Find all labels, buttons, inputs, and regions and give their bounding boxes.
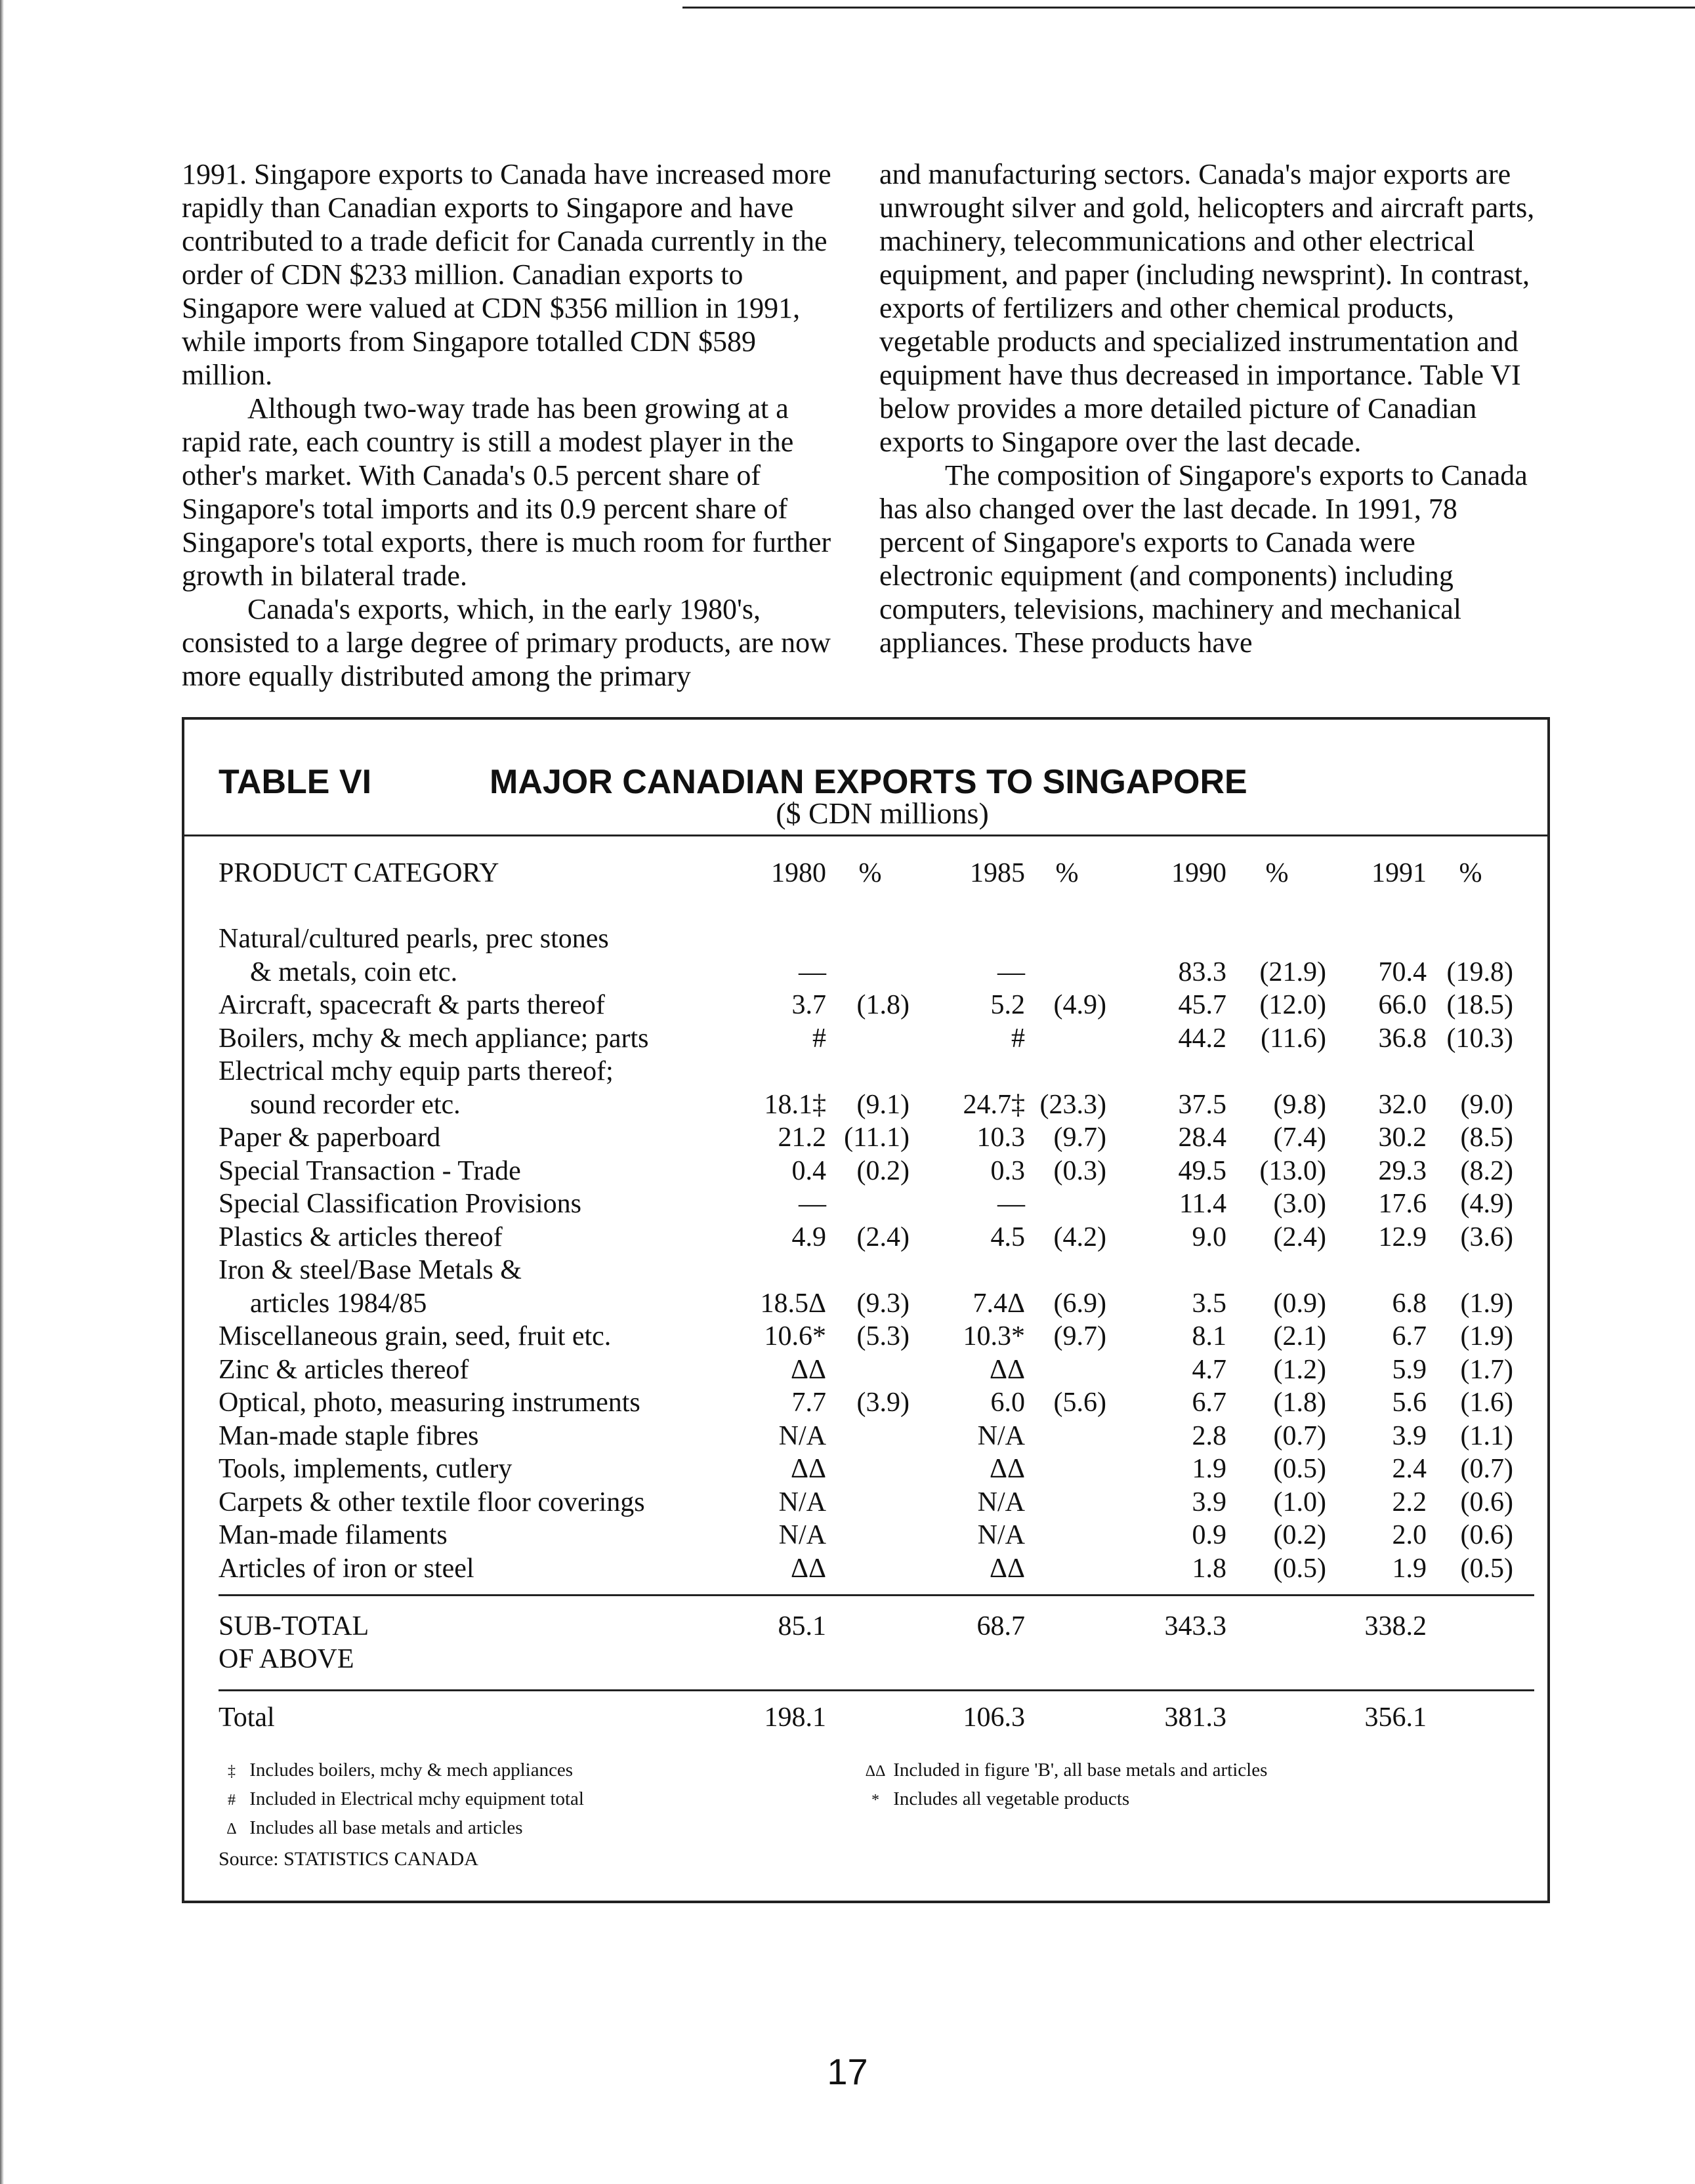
cell-v1990: 44.2 xyxy=(1178,1023,1226,1054)
cell-p1980: (2.4) xyxy=(856,1222,910,1252)
header-pct: % xyxy=(1459,858,1482,888)
cell-v1990: 11.4 xyxy=(1179,1189,1226,1219)
row-category: Natural/cultured pearls, prec stones xyxy=(219,924,609,954)
footnote-mark: ‡ xyxy=(228,1763,236,1780)
cell-p1990: (0.5) xyxy=(1273,1553,1326,1584)
cell-v1980: 18.1‡ xyxy=(764,1089,826,1120)
table-vi xyxy=(182,717,1550,1903)
header-pct: % xyxy=(1055,858,1079,888)
cell-p1990: (0.2) xyxy=(1273,1520,1326,1550)
paragraph: and manufacturing sectors. Canada's major exports are unwrought silver and gold, helicopters and aircraft parts, machinery, telecommunications and other electrical equipment, and paper (including newsprint). In contrast, exports of fertilizers and other chemical products, vegetable products and specialized instrumentation and equipment have thus decreased in importance. Table VI below provides a more detailed picture of Canadian exports to Singapore over the last decade. xyxy=(879,158,1535,458)
cell-p1991: (0.6) xyxy=(1460,1487,1513,1517)
paragraph: The composition of Singapore's exports to Canada has also changed over the last decade. In 1991, 78 percent of Singapore's exports to Canada were electronic equipment (and components) including computers, televisions, machinery and mechanical appliances. These products have xyxy=(879,459,1528,659)
total-1991: 356.1 xyxy=(1364,1702,1427,1733)
cell-v1991: 2.2 xyxy=(1392,1487,1427,1517)
cell-v1985: — xyxy=(997,957,1025,987)
cell-v1980: N/A xyxy=(778,1487,826,1517)
body-column-right xyxy=(879,157,1536,659)
row-category: Man-made staple fibres xyxy=(219,1420,479,1451)
cell-v1991: 3.9 xyxy=(1392,1420,1427,1451)
header-1985: 1985 xyxy=(970,858,1025,888)
footnotes-left xyxy=(219,1756,584,1843)
header-category: PRODUCT CATEGORY xyxy=(219,858,499,888)
cell-v1991: 29.3 xyxy=(1378,1155,1427,1186)
cell-v1991: 30.2 xyxy=(1378,1123,1427,1153)
cell-p1991: (1.7) xyxy=(1460,1354,1513,1385)
footnote xyxy=(862,1756,1267,1785)
table-label: TABLE VI xyxy=(219,763,372,801)
footnote-mark: Δ xyxy=(226,1821,237,1838)
cell-v1985: ΔΔ xyxy=(989,1354,1025,1385)
cell-p1985: (9.7) xyxy=(1053,1321,1106,1351)
footnote-text: Includes boilers, mchy & mech appliances xyxy=(249,1760,574,1781)
cell-p1990: (0.9) xyxy=(1273,1288,1326,1319)
row-category: Plastics & articles thereof xyxy=(219,1222,503,1252)
row-category: Zinc & articles thereof xyxy=(219,1354,469,1385)
total-1990: 381.3 xyxy=(1164,1702,1226,1733)
cell-p1990: (2.4) xyxy=(1273,1222,1326,1252)
subtotal-1990: 343.3 xyxy=(1164,1611,1226,1641)
row-category: Carpets & other textile floor coverings xyxy=(219,1487,645,1517)
cell-p1990: (11.6) xyxy=(1261,1023,1326,1054)
cell-p1991: (8.2) xyxy=(1460,1155,1513,1186)
header-1991: 1991 xyxy=(1371,858,1427,888)
cell-p1991: (3.6) xyxy=(1460,1222,1513,1252)
cell-v1985: 24.7‡ xyxy=(963,1089,1025,1120)
body-column-left xyxy=(182,157,838,693)
footnote-text: Includes all base metals and articles xyxy=(249,1817,523,1838)
row-category: Miscellaneous grain, seed, fruit etc. xyxy=(219,1321,612,1351)
row-category: Iron & steel/Base Metals & xyxy=(219,1255,522,1285)
cell-v1990: 83.3 xyxy=(1178,957,1226,987)
cell-p1985: (5.6) xyxy=(1053,1388,1106,1418)
cell-v1980: 18.5Δ xyxy=(760,1288,826,1319)
cell-v1991: 36.8 xyxy=(1378,1023,1427,1054)
total-label: Total xyxy=(219,1702,275,1733)
header-pct: % xyxy=(1265,858,1289,888)
row-category-cont: & metals, coin etc. xyxy=(250,957,458,987)
subtotal-1985: 68.7 xyxy=(976,1611,1025,1641)
cell-v1980: 10.6* xyxy=(764,1321,826,1351)
paragraph: Canada's exports, which, in the early 1980's, consisted to a large degree of primary products, are now more equally distributed among the primary xyxy=(182,593,831,692)
cell-p1980: (11.1) xyxy=(844,1123,910,1153)
total-1985: 106.3 xyxy=(963,1702,1025,1733)
cell-p1991: (0.5) xyxy=(1460,1553,1513,1584)
row-category: Electrical mchy equip parts thereof; xyxy=(219,1056,614,1086)
footnote-mark: # xyxy=(228,1792,236,1809)
cell-p1980: (3.9) xyxy=(856,1388,910,1418)
cell-v1980: # xyxy=(812,1023,826,1054)
cell-p1985: (9.7) xyxy=(1053,1123,1106,1153)
cell-p1985: (6.9) xyxy=(1053,1288,1106,1319)
subtotal-1991: 338.2 xyxy=(1364,1611,1427,1641)
cell-v1985: — xyxy=(997,1189,1025,1219)
footnote-text: Includes all vegetable products xyxy=(893,1788,1130,1809)
footnote-text: Included in figure 'B', all base metals and articles xyxy=(893,1760,1268,1781)
cell-v1980: 0.4 xyxy=(791,1155,826,1186)
cell-v1980: — xyxy=(799,957,826,987)
cell-v1985: N/A xyxy=(977,1520,1025,1550)
row-category: Optical, photo, measuring instruments xyxy=(219,1388,640,1418)
cell-v1990: 9.0 xyxy=(1192,1222,1226,1252)
cell-p1990: (7.4) xyxy=(1273,1123,1326,1153)
cell-v1991: 6.8 xyxy=(1392,1288,1427,1319)
cell-p1990: (2.1) xyxy=(1273,1321,1326,1351)
cell-v1990: 0.9 xyxy=(1192,1520,1226,1550)
cell-p1990: (13.0) xyxy=(1259,1155,1326,1186)
footnote xyxy=(219,1814,584,1843)
subtotal-rule xyxy=(219,1594,1534,1596)
row-category-cont: articles 1984/85 xyxy=(250,1288,427,1319)
header-1990: 1990 xyxy=(1171,858,1226,888)
cell-v1990: 37.5 xyxy=(1178,1089,1226,1120)
table-source: Source: STATISTICS CANADA xyxy=(219,1848,478,1870)
header-1980: 1980 xyxy=(771,858,826,888)
cell-v1991: 6.7 xyxy=(1392,1321,1427,1351)
subtotal-label-2: OF ABOVE xyxy=(219,1644,354,1674)
cell-v1985: # xyxy=(1011,1023,1025,1054)
total-1980: 198.1 xyxy=(764,1702,826,1733)
cell-p1991: (9.0) xyxy=(1460,1089,1513,1120)
row-category: Articles of iron or steel xyxy=(219,1553,474,1584)
footnote-mark: * xyxy=(871,1792,879,1809)
cell-v1990: 2.8 xyxy=(1192,1420,1226,1451)
cell-p1991: (4.9) xyxy=(1460,1189,1513,1219)
row-category: Aircraft, spacecraft & parts thereof xyxy=(219,990,605,1020)
cell-p1990: (1.2) xyxy=(1273,1354,1326,1385)
cell-v1980: 3.7 xyxy=(791,990,826,1020)
cell-v1980: N/A xyxy=(778,1520,826,1550)
top-rule xyxy=(682,7,1695,9)
cell-p1990: (0.7) xyxy=(1273,1420,1326,1451)
cell-p1985: (4.9) xyxy=(1053,990,1106,1020)
paragraph: 1991. Singapore exports to Canada have increased more rapidly than Canadian exports to Singapore and have contributed to a trade deficit for Canada currently in the order of CDN $233 million. Canadian exports to Singapore were valued at CDN $356 million in 1991, while imports from Singapore totalled CDN $589 million. xyxy=(182,158,831,391)
cell-v1980: ΔΔ xyxy=(790,1354,826,1385)
cell-v1991: 17.6 xyxy=(1378,1189,1427,1219)
cell-p1991: (1.9) xyxy=(1460,1321,1513,1351)
cell-p1990: (1.8) xyxy=(1273,1388,1326,1418)
footnote-text: Included in Electrical mchy equipment total xyxy=(249,1788,584,1809)
cell-v1985: 5.2 xyxy=(990,990,1025,1020)
table-header-block xyxy=(184,720,1547,836)
cell-p1991: (0.6) xyxy=(1460,1520,1513,1550)
cell-v1990: 1.9 xyxy=(1192,1454,1226,1484)
cell-v1980: 7.7 xyxy=(791,1388,826,1418)
footnote xyxy=(219,1756,584,1785)
cell-v1985: ΔΔ xyxy=(989,1454,1025,1484)
cell-v1985: 10.3* xyxy=(963,1321,1025,1351)
cell-v1980: — xyxy=(799,1189,826,1219)
cell-v1990: 28.4 xyxy=(1178,1123,1226,1153)
cell-p1980: (9.3) xyxy=(856,1288,910,1319)
cell-v1985: 10.3 xyxy=(976,1123,1025,1153)
footnotes-right xyxy=(862,1756,1267,1814)
cell-p1990: (0.5) xyxy=(1273,1454,1326,1484)
cell-v1985: 6.0 xyxy=(990,1388,1025,1418)
cell-p1991: (1.1) xyxy=(1460,1420,1513,1451)
cell-v1985: N/A xyxy=(977,1420,1025,1451)
cell-v1985: ΔΔ xyxy=(989,1553,1025,1584)
cell-v1991: 1.9 xyxy=(1392,1553,1427,1584)
total-rule xyxy=(219,1689,1534,1691)
cell-v1980: 4.9 xyxy=(791,1222,826,1252)
row-category: Special Classification Provisions xyxy=(219,1189,581,1219)
row-category: Tools, implements, cutlery xyxy=(219,1454,513,1484)
cell-v1985: 4.5 xyxy=(990,1222,1025,1252)
cell-v1991: 70.4 xyxy=(1378,957,1427,987)
row-category-cont: sound recorder etc. xyxy=(250,1089,461,1120)
subtotal-1980: 85.1 xyxy=(778,1611,826,1641)
scan-edge xyxy=(0,0,4,2184)
cell-p1990: (12.0) xyxy=(1259,990,1326,1020)
cell-v1990: 49.5 xyxy=(1178,1155,1226,1186)
row-category: Paper & paperboard xyxy=(219,1123,441,1153)
cell-v1990: 3.5 xyxy=(1192,1288,1226,1319)
cell-v1980: 21.2 xyxy=(778,1123,826,1153)
cell-v1990: 4.7 xyxy=(1192,1354,1226,1385)
row-category: Man-made filaments xyxy=(219,1520,448,1550)
cell-v1980: ΔΔ xyxy=(790,1454,826,1484)
cell-v1990: 3.9 xyxy=(1192,1487,1226,1517)
page-number: 17 xyxy=(827,2051,868,2092)
cell-p1990: (1.0) xyxy=(1273,1487,1326,1517)
table-title: MAJOR CANADIAN EXPORTS TO SINGAPORE xyxy=(490,763,1247,801)
header-pct: % xyxy=(858,858,882,888)
cell-v1985: N/A xyxy=(977,1487,1025,1517)
cell-p1991: (1.6) xyxy=(1460,1388,1513,1418)
cell-p1985: (23.3) xyxy=(1039,1089,1106,1120)
cell-v1985: 0.3 xyxy=(990,1155,1025,1186)
paragraph: Although two-way trade has been growing at a rapid rate, each country is still a modest player in the other's market. With Canada's 0.5 percent share of Singapore's total imports and its 0.9 percent share of Singapore's total exports, there is much room for further growth in bilateral trade. xyxy=(182,392,831,592)
cell-v1990: 6.7 xyxy=(1192,1388,1226,1418)
row-category: Boilers, mchy & mech appliance; parts xyxy=(219,1023,649,1054)
cell-p1991: (8.5) xyxy=(1460,1123,1513,1153)
footnote xyxy=(219,1785,584,1814)
footnote xyxy=(862,1785,1267,1814)
cell-v1980: ΔΔ xyxy=(790,1553,826,1584)
cell-v1991: 2.4 xyxy=(1392,1454,1427,1484)
cell-p1990: (21.9) xyxy=(1259,957,1326,987)
cell-p1985: (0.3) xyxy=(1053,1155,1106,1186)
cell-p1980: (9.1) xyxy=(856,1089,910,1120)
table-subtitle: ($ CDN millions) xyxy=(776,796,989,830)
cell-v1991: 5.9 xyxy=(1392,1354,1427,1385)
cell-v1980: N/A xyxy=(778,1420,826,1451)
cell-v1985: 7.4Δ xyxy=(973,1288,1025,1319)
cell-v1991: 66.0 xyxy=(1378,990,1427,1020)
cell-p1991: (10.3) xyxy=(1446,1023,1513,1054)
cell-p1980: (5.3) xyxy=(856,1321,910,1351)
cell-p1991: (1.9) xyxy=(1460,1288,1513,1319)
cell-p1980: (1.8) xyxy=(856,990,910,1020)
cell-p1990: (9.8) xyxy=(1273,1089,1326,1120)
cell-p1980: (0.2) xyxy=(856,1155,910,1186)
cell-p1991: (19.8) xyxy=(1446,957,1513,987)
cell-v1991: 12.9 xyxy=(1378,1222,1427,1252)
cell-v1991: 32.0 xyxy=(1378,1089,1427,1120)
cell-v1990: 8.1 xyxy=(1192,1321,1226,1351)
cell-v1991: 5.6 xyxy=(1392,1388,1427,1418)
footnote-mark: ΔΔ xyxy=(865,1763,886,1780)
cell-v1990: 1.8 xyxy=(1192,1553,1226,1584)
cell-p1991: (18.5) xyxy=(1446,990,1513,1020)
cell-p1990: (3.0) xyxy=(1273,1189,1326,1219)
cell-p1991: (0.7) xyxy=(1460,1454,1513,1484)
subtotal-label: SUB-TOTAL xyxy=(219,1611,369,1641)
cell-p1985: (4.2) xyxy=(1053,1222,1106,1252)
row-category: Special Transaction - Trade xyxy=(219,1155,521,1186)
cell-v1990: 45.7 xyxy=(1178,990,1226,1020)
cell-v1991: 2.0 xyxy=(1392,1520,1427,1550)
